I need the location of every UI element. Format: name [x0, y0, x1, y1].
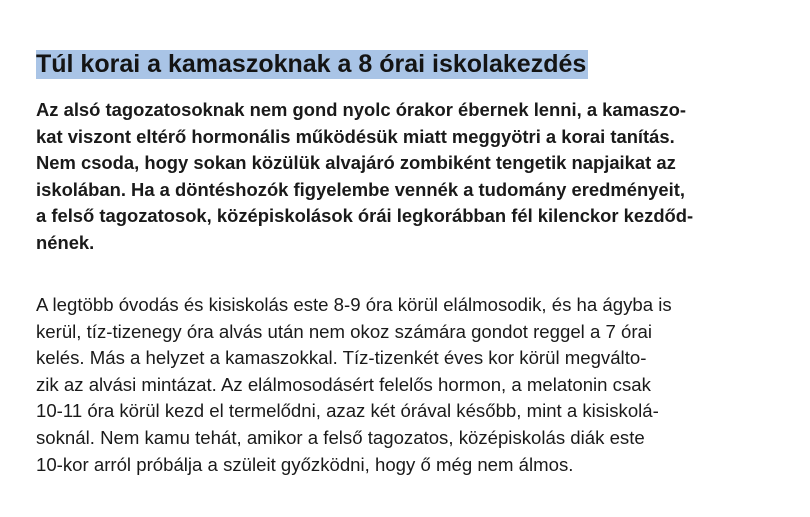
body-line: zik az alvási mintázat. Az elálmosodásért felelős hormon, a melatonin csak: [36, 373, 651, 395]
body-line: kelés. Más a helyzet a kamaszokkal. Tíz-tizenkét éves kor körül megválto-: [36, 347, 647, 369]
lead-line: a felső tagozatosok, középiskolások órái legkorábban fél kilenckor kezdőd-: [36, 205, 694, 227]
body-line: 10-11 óra körül kezd el termelődni, azaz két órával később, mint a kisiskolá-: [36, 400, 659, 422]
article-title: Túl korai a kamaszoknak a 8 órai iskolakezdés: [36, 49, 587, 78]
article-body: [36, 292, 796, 478]
body-line: kerül, tíz-tizenegy óra alvás után nem okoz számára gondot reggel a 7 órai: [36, 320, 652, 342]
lead-line: Az alsó tagozatosoknak nem gond nyolc órakor ébernek lenni, a kamaszo-: [36, 99, 686, 120]
body-line: 10-kor arról próbálja a szüleit győzködni, hogy ő még nem álmos.: [36, 453, 574, 475]
body-line: soknál. Nem kamu tehát, amikor a felső tagozatos, középiskolás diák este: [36, 426, 645, 448]
lead-line: iskolában. Ha a döntéshozók figyelembe vennék a tudomány eredményeit,: [36, 178, 685, 200]
lead-line: kat viszont eltérő hormonális működésük miatt meggyötri a korai tanítás.: [36, 125, 675, 147]
lead-line: nének.: [36, 231, 95, 253]
article-lead: [36, 97, 796, 257]
lead-line: Nem csoda, hogy sokan közülük alvajáró zombiként tengetik napjaikat az: [36, 152, 676, 174]
body-line: A legtöbb óvodás és kisiskolás este 8-9 óra körül elálmosodik, és ha ágyba is: [36, 294, 672, 315]
